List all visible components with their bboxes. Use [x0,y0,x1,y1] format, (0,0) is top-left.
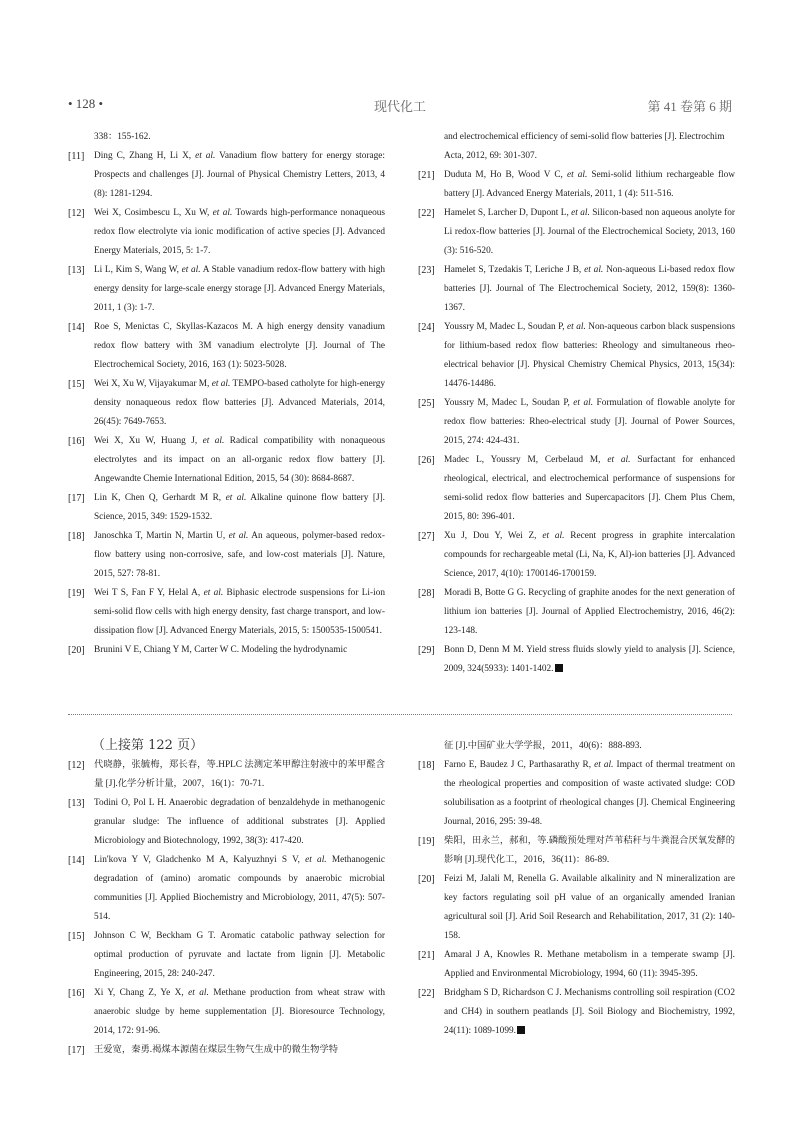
reference-number: [12] [68,208,85,219]
reference-text: Amaral J A, Knowles R. Methane metabolism in a temperate swamp [J]. Applied and Environmental Microbiology, 1994, 60 (11): 3945-395. [444,950,735,979]
reference-item [418,204,735,261]
reference-number: [25] [418,398,435,409]
reference-number: [27] [418,531,435,542]
reference-list [418,166,735,679]
end-of-article-mark [517,1026,525,1034]
reference-continuation: and electrochemical efficiency of semi-solid flow batteries [J]. Electrochim Acta, 2012, 69: 301-307. [444,132,725,161]
reference-number: [16] [68,988,85,999]
reference-text: Wei X, Cosimbescu L, Xu W, et al. Towards high-performance nonaqueous redox flow electrolyte via ionic modification of active species [J]. Advanced Energy Materials, 2015, 5: 1-7. [94,208,385,256]
reference-continuation: 338：155-162. [94,132,151,142]
reference-text: Xu J, Dou Y, Wei Z, et al. Recent progress in graphite intercalation compounds for rechargeable metal (Li, Na, K, Al)-ion batteries [J]. Advanced Science, 2017, 4(10): 1700146-1700159. [444,531,735,579]
reference-item [68,851,385,927]
reference-list [68,147,385,660]
reference-item [68,147,385,204]
reference-text: Janoschka T, Martin N, Martin U, et al. An aqueous, polymer-based redox-flow battery using non-corrosive, safe, and low-cost materials [J]. Nature, 2015, 527: 78-81. [94,531,386,579]
reference-item [418,451,735,527]
reference-text: Li L, Kim S, Wang W, et al. A Stable vanadium redox-flow battery with high energy density for large-scale energy storage [J]. Advanced Energy Materials, 2011, 1 (3): 1-7. [94,265,385,313]
reference-item [68,794,385,851]
end-of-article-mark [555,664,563,672]
reference-text: Wei X, Xu W, Vijayakumar M, et al. TEMPO-based catholyte for high-energy density nonaqueous redox flow batteries [J]. Advanced Materials, 2014, 26(45): 7649-7653. [94,379,386,427]
issue-label: 第 41 卷第 6 期 [647,99,732,114]
reference-text: Roe S, Menictas C, Skyllas-Kazacos M. A high energy density vanadium redox flow battery with 3M vanadium electrolyte [J]. Journal of The Electrochemical Society, 2016, 163 (1): 5023-5028. [94,322,385,370]
reference-text: Lin'kova Y V, Gladchenko M A, Kalyuzhnyi S V, et al. Methanogenic degradation of (amino) aromatic compounds by anaerobic microbial communities [J]. Applied Biochemistry and Microbiology, 2011, 47(5): 507-514. [94,855,385,922]
reference-number: [18] [68,531,85,542]
reference-item [418,984,735,1041]
bottom-left-column [68,756,385,1060]
reference-number: [19] [68,588,85,599]
reference-number: [15] [68,931,85,942]
reference-item [68,927,385,984]
reference-item [418,946,735,984]
reference-text: Ding C, Zhang H, Li X, et al. Vanadium flow battery for energy storage: Prospects and challenges [J]. Journal of Physical Chemistry Letters, 2013, 4 (8): 1281-1294. [94,151,385,199]
reference-item [418,261,735,318]
reference-item [418,527,735,584]
reference-item [418,584,735,641]
reference-number: [19] [418,836,435,847]
reference-item [68,318,385,375]
reference-text: Bonn D, Denn M M. Yield stress fluids slowly yield to analysis [J]. Science, 2009, 324(5933): 1401-1402. [444,645,735,674]
reference-number: [17] [68,493,85,504]
reference-text: Farno E, Baudez J C, Parthasarathy R, et al. Impact of thermal treatment on the rheological properties and composition of waste activated sludge: COD solubilisation as a footprint of rheological changes [J]. Chemical Engineering Journal, 2016, 295: 39-48. [444,760,735,827]
reference-number: [20] [418,874,435,885]
reference-number: [28] [418,588,435,599]
reference-number: [22] [418,988,435,999]
reference-text: Madec L, Youssry M, Cerbelaud M, et al. Surfactant for enhanced rheological, electrical, and electrochemical performance of suspensions for semi-solid redox flow batteries and Supercapacitors [J]. Chem Plus Chem, 2015, 80: 396-401. [444,455,736,522]
continued-from-label: （上接第 122 页） [92,738,204,753]
reference-item [68,584,385,641]
reference-item [68,489,385,527]
reference-number: [17] [68,1045,85,1056]
reference-item [68,375,385,432]
reference-text: Hamelet S, Larcher D, Dupont L, et al. Silicon-based non aqueous anolyte for Li redox-flow batteries [J]. Journal of the Electrochemical Society, 2013, 160 (3): 516-520. [444,208,736,256]
reference-number: [26] [418,455,435,466]
reference-text: 代晓静，张毓梅，郑长春，等.HPLC 法测定苯甲醇注射液中的苯甲醛含量 [J].化学分析计量，2007，16(1)：70-71. [94,760,385,789]
reference-text: Lin K, Chen Q, Gerhardt M R, et al. Alkaline quinone flow battery [J]. Science, 2015, 349: 1529-1532. [94,493,385,522]
top-right-column [418,128,735,679]
reference-number: [13] [68,798,85,809]
reference-item [418,394,735,451]
reference-number: [22] [418,208,435,219]
reference-text: Johnson C W, Beckham G T. Aromatic catabolic pathway selection for optimal production of pyruvate and lactate from lignin [J]. Metabolic Engineering, 2015, 28: 240-247. [94,931,385,979]
reference-text: Feizi M, Jalali M, Renella G. Available alkalinity and N mineralization are key factors regulating soil pH value of an organically amended Iranian agricultural soil [J]. Arid Soil Research and Rehabilitation, 2017, 31 (2): 140-158. [444,874,735,941]
reference-number: [29] [418,645,435,656]
section-divider [68,714,732,715]
reference-item [418,832,735,870]
reference-item [418,641,735,679]
reference-number: [20] [68,645,85,656]
reference-item [68,527,385,584]
reference-continuation: 征 [J].中国矿业大学学报，2011，40(6)：888-893. [444,741,642,751]
reference-number: [21] [418,170,435,181]
reference-list [68,756,385,1060]
reference-item [68,204,385,261]
reference-text: Youssry M, Madec L, Soudan P, et al. Non-aqueous carbon black suspensions for lithium-based redox flow batteries: Rheology and simultaneous rheo-electrical behavior [J]. Physical Chemistry Chemical Physics, 2013, 15(34): 14476-14486. [444,322,736,389]
reference-number: [12] [68,760,85,771]
reference-text: Youssry M, Madec L, Soudan P, et al. Formulation of flowable anolyte for redox flow batteries: Rheo-electrical study [J]. Journal of Power Sources, 2015, 274: 424-431. [444,398,735,446]
reference-item [418,166,735,204]
reference-number: [11] [68,151,85,162]
reference-text: Brunini V E, Chiang Y M, Carter W C. Modeling the hydrodynamic [94,645,348,655]
reference-number: [21] [418,950,435,961]
running-header [68,96,732,116]
reference-text: Wei T S, Fan F Y, Helal A, et al. Biphasic electrode suspensions for Li-ion semi-solid flow cells with high energy density, fast charge transport, and low-dissipation flow [J]. Advanced Energy Materials, 2015, 5: 1500535-1500541. [94,588,385,636]
reference-text: 王爱宽，秦勇.褐煤本源菌在煤层生物气生成中的微生物学特 [94,1045,339,1055]
reference-text: Xi Y, Chang Z, Ye X, et al. Methane production from wheat straw with anaerobic sludge by heme supplementation [J]. Bioresource Technology, 2014, 172: 91-96. [94,988,386,1036]
reference-number: [15] [68,379,85,390]
reference-text: Duduta M, Ho B, Wood V C, et al. Semi-solid lithium rechargeable flow battery [J]. Advanced Energy Materials, 2011, 1 (4): 511-516. [444,170,736,199]
reference-number: [23] [418,265,435,276]
reference-item [68,756,385,794]
page-number: • 128 • [68,96,104,111]
reference-item [68,984,385,1041]
reference-item [418,870,735,946]
reference-list [418,756,735,1041]
reference-text: Wei X, Xu W, Huang J, et al. Radical compatibility with nonaqueous electrolytes and its impact on an all-organic redox flow battery [J]. Angewandte Chemie International Edition, 2015, 54 (30): 8684-8687. [94,436,386,484]
reference-item [68,432,385,489]
reference-number: [13] [68,265,85,276]
reference-text: Hamelet S, Tzedakis T, Leriche J B, et al. Non-aqueous Li-based redox flow batteries [J]. Journal of The Electrochemical Society, 2012, 159(8): 1360-1367. [444,265,735,313]
reference-item [68,1041,385,1060]
reference-number: [18] [418,760,435,771]
top-left-column [68,128,385,660]
reference-text: 柴阳，田永兰，郝和，等.磷酸预处理对芦苇秸秆与牛粪混合厌氧发酵的影响 [J].现代化工，2016，36(11)：86-89. [444,836,735,865]
reference-text: Moradi B, Botte G G. Recycling of graphite anodes for the next generation of lithium ion batteries [J]. Journal of Applied Electrochemistry, 2016, 46(2): 123-148. [444,588,735,636]
reference-number: [14] [68,322,85,333]
reference-number: [24] [418,322,435,333]
reference-text: Bridgham S D, Richardson C J. Mechanisms controlling soil respiration (CO2 and CH4) in southern peatlands [J]. Soil Biology and Biochemistry, 1992, 24(11): 1089-1099. [444,988,735,1036]
reference-number: [16] [68,436,85,447]
reference-number: [14] [68,855,85,866]
reference-item [68,641,385,660]
reference-item [418,756,735,832]
reference-text: Todini O, Pol L H. Anaerobic degradation of benzaldehyde in methanogenic granular sludge: The influence of additional substrates [J]. Applied Microbiology and Biotechnology, 1992, 38(3): 417-420. [94,798,385,846]
journal-name: 现代化工 [373,99,426,114]
reference-item [418,318,735,394]
reference-item [68,261,385,318]
bottom-right-column [418,737,735,1041]
